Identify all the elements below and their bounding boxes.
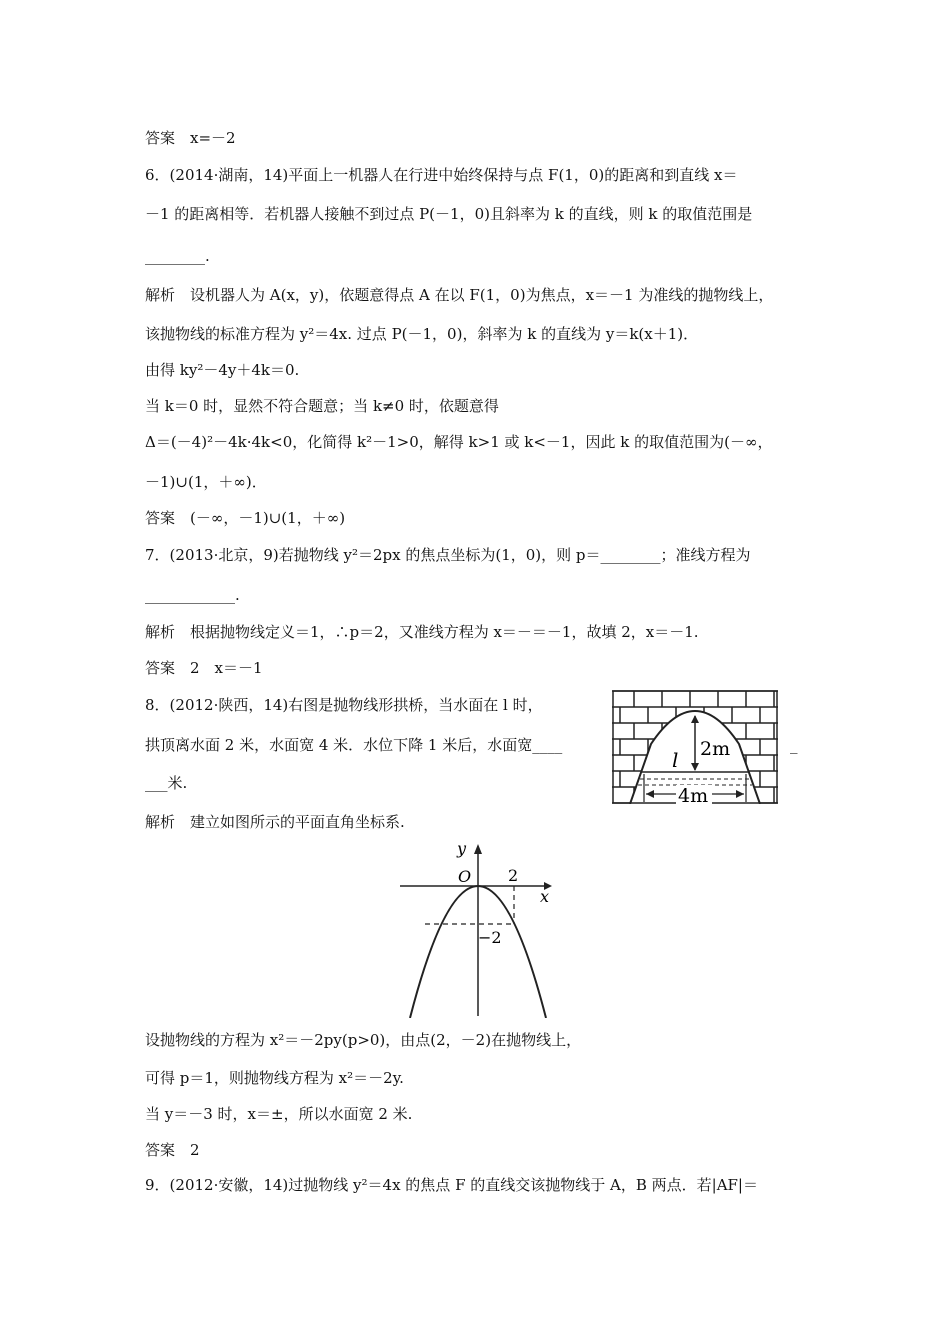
question-8-line-2: 拱顶离水面 2 米，水面宽 4 米．水位下降 1 米后，水面宽____ [145,736,563,754]
question-6-line-1: 6．(2014·湖南，14)平面上一机器人在行进中始终保持与点 F(1，0)的距离和到直线 x＝ [145,166,738,184]
answer-line-q7: 答案 2 x＝－1 [145,659,263,677]
y-tick-label: −2 [478,928,502,947]
answer-line-q8: 答案 2 [145,1141,200,1159]
y-axis-label: y [457,839,467,858]
origin-label: O [458,867,472,886]
width-label: 4m [678,785,709,804]
x-tick-label: 2 [508,866,519,885]
analysis-7: 解析 根据抛物线定义＝1，∴p＝2，又准线方程为 x＝－＝－1，故填 2，x＝－1. [145,623,699,641]
analysis-8-line-2: 设抛物线的方程为 x²＝－2py(p>0)，由点(2，－2)在抛物线上， [145,1031,582,1049]
analysis-6-line-5: Δ＝(－4)²－4k·4k<0，化简得 k²－1>0，解得 k>1 或 k<－1，因此 k 的取值范围为(－∞， [145,433,773,451]
question-6-line-2: －1 的距离相等．若机器人接触不到过点 P(－1，0)且斜率为 k 的直线，则 k 的取值范围是 [145,205,753,223]
analysis-8-line-1: 解析 建立如图所示的平面直角坐标系. [145,813,405,831]
analysis-6-line-2: 该抛物线的标准方程为 y²＝4x. 过点 P(－1，0)，斜率为 k 的直线为 y＝k(x＋1)． [145,325,699,343]
parabolic-bridge-figure [612,690,778,804]
question-7-blank: ____________. [145,586,240,604]
answer-line-q6: 答案 (－∞，－1)∪(1，＋∞) [145,509,346,527]
question-9-line-1: 9．(2012·安徽，14)过抛物线 y²＝4x 的焦点 F 的直线交该抛物线于 A，B 两点．若|AF|＝ [145,1176,758,1194]
height-label: 2m [700,738,731,760]
answer-line-q5: 答案 x=－2 [145,129,236,147]
question-7-line-1: 7．(2013·北京，9)若抛物线 y²＝2px 的焦点坐标为(1，0)，则 p＝________；准线方程为 [145,546,751,564]
question-8-blank-tail: _ [790,736,798,754]
question-6-blank: ________. [145,247,210,265]
x-axis-label: x [540,887,550,906]
question-8-line-1: 8．(2012·陕西，14)右图是抛物线形拱桥，当水面在 l 时， [145,696,543,714]
parabola-coordinate-graph [392,838,562,1018]
water-label: l [672,748,679,772]
analysis-6-line-6: －1)∪(1，＋∞)． [145,473,267,491]
analysis-6-line-1: 解析 设机器人为 A(x，y)，依题意得点 A 在以 F(1，0)为焦点，x＝－1 为准线的抛物线上， [145,286,774,304]
question-8-line-3: ___米. [145,774,188,792]
analysis-6-line-4: 当 k＝0 时，显然不符合题意；当 k≠0 时，依题意得 [145,397,499,415]
analysis-6-line-3: 由得 ky²－4y＋4k＝0. [145,361,300,379]
analysis-8-line-3: 可得 p＝1，则抛物线方程为 x²＝－2y. [145,1069,404,1087]
analysis-8-line-4: 当 y＝－3 时，x＝±，所以水面宽 2 米. [145,1105,413,1123]
